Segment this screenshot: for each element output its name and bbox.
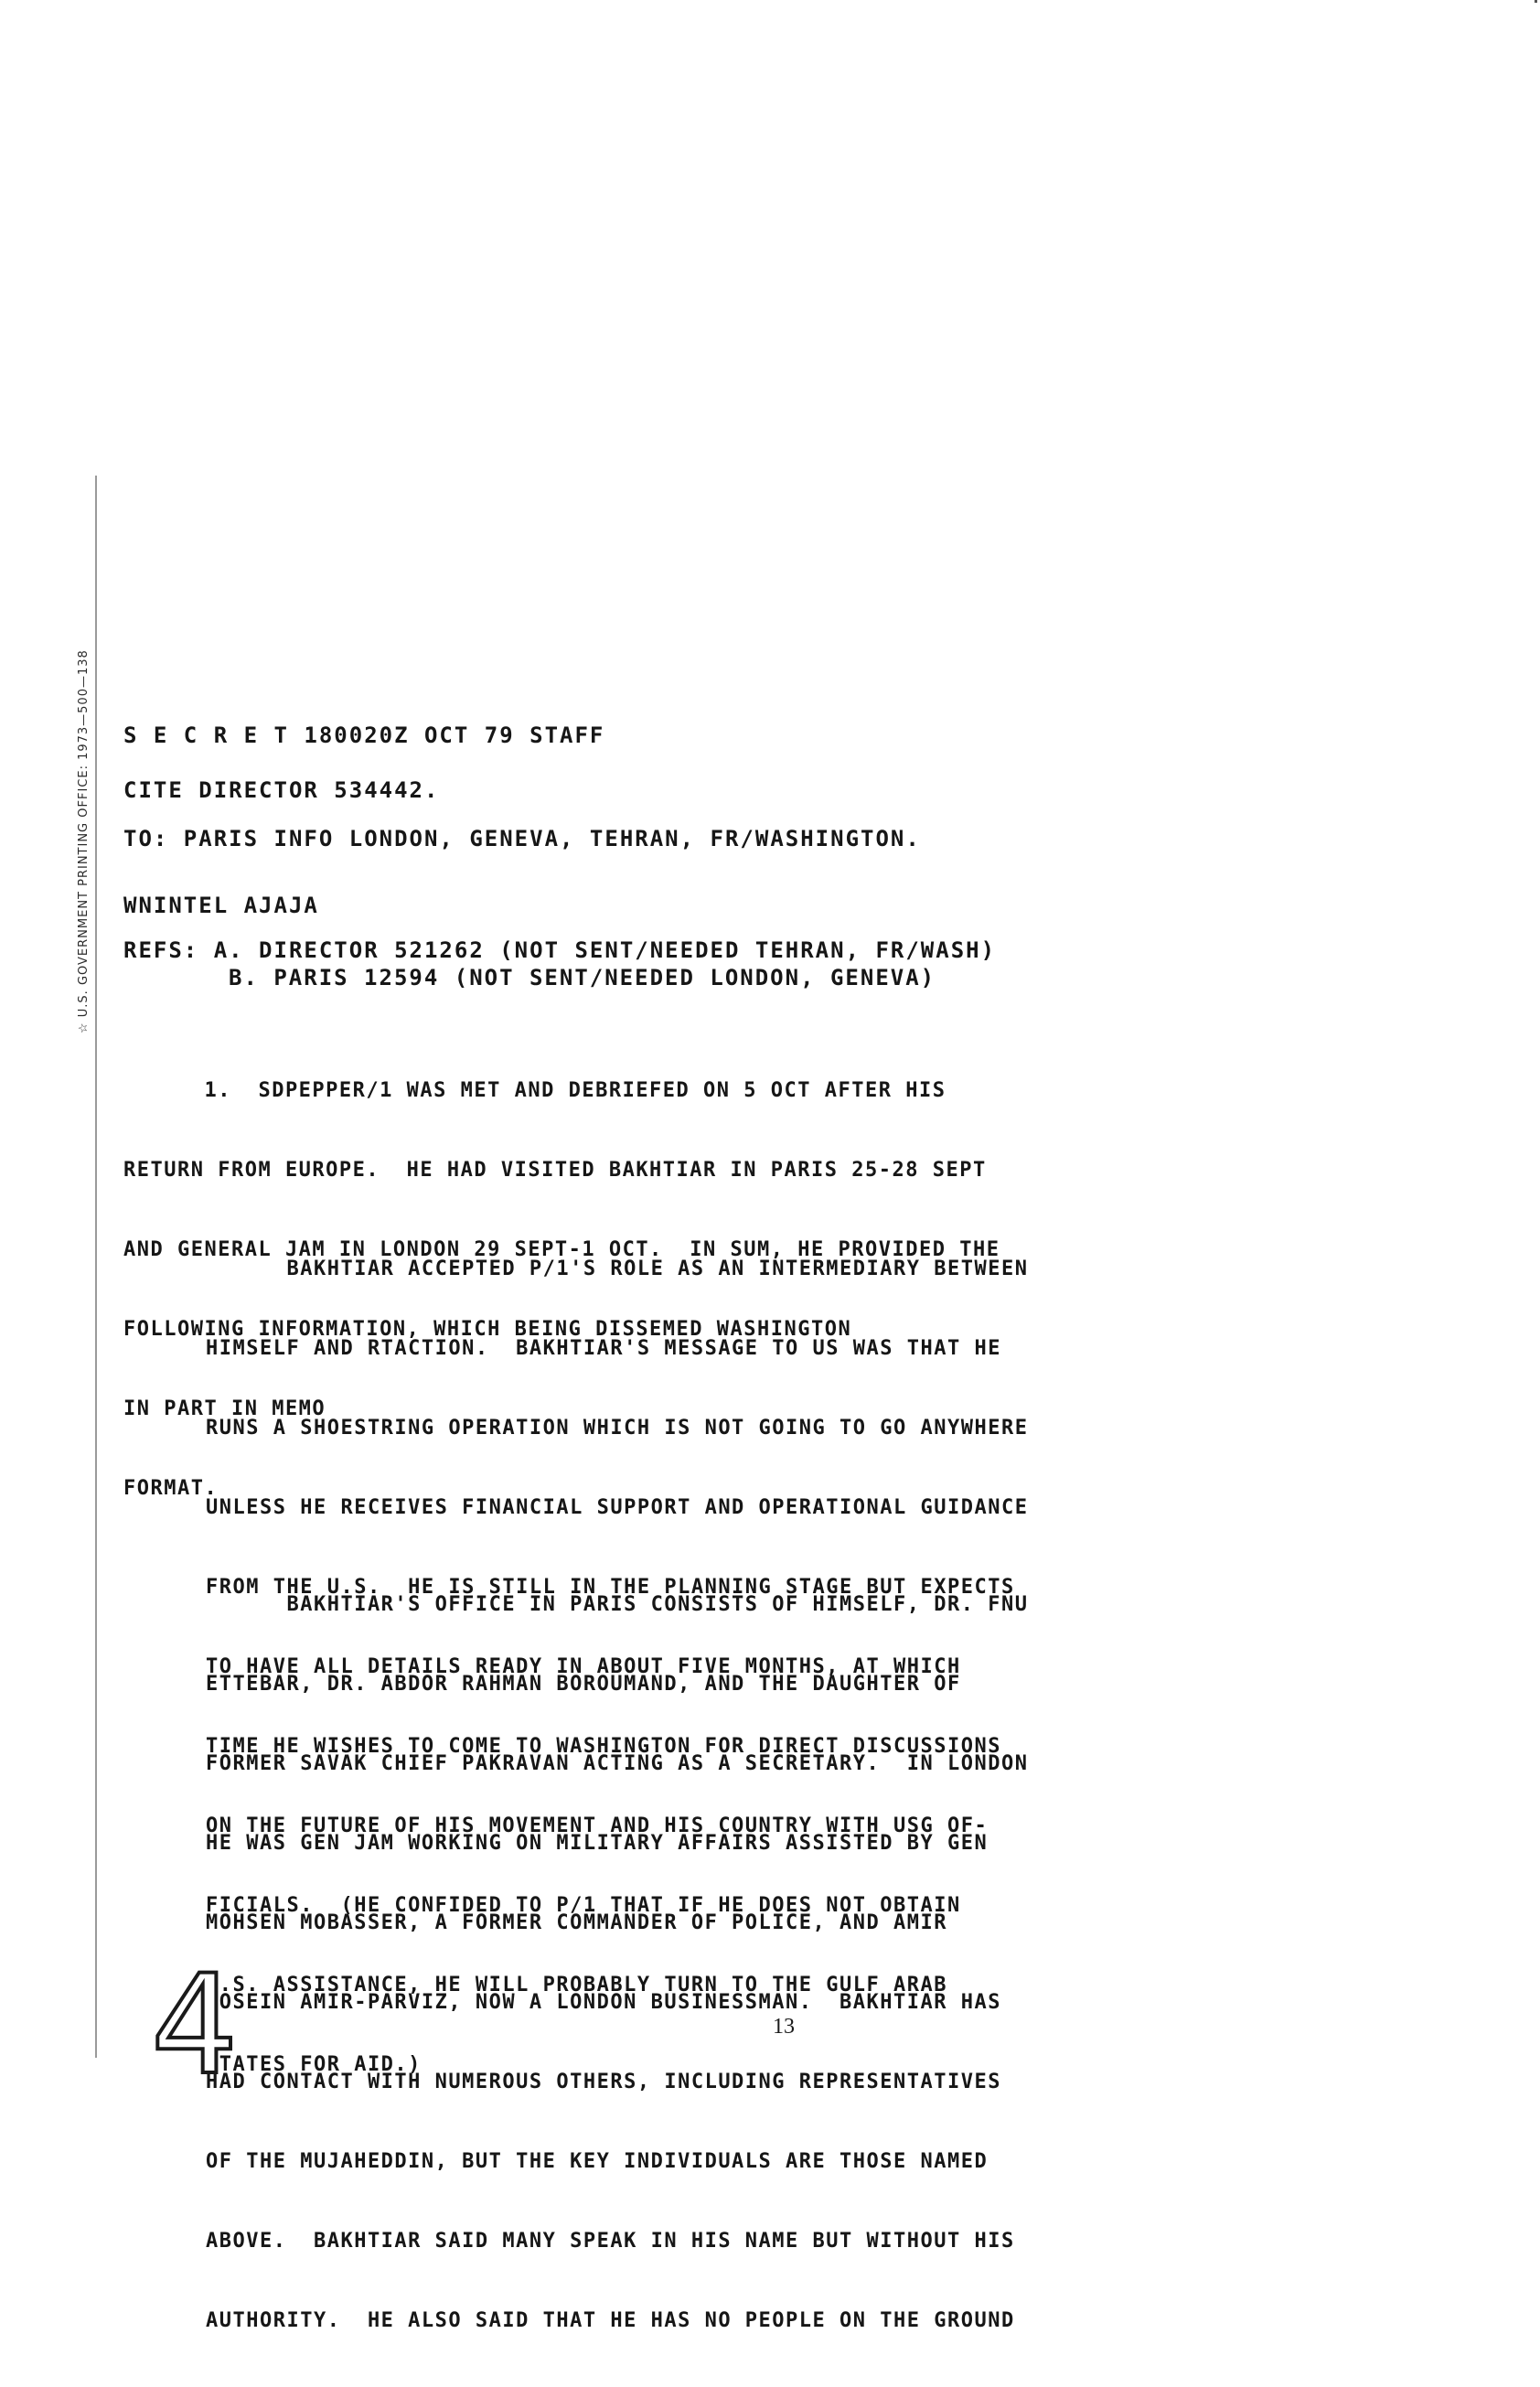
paragraph-line: ON THE FUTURE OF HIS MOVEMENT AND HIS COUNTRY WITH USG OF- bbox=[206, 1814, 989, 1837]
paragraph-line: BAKHTIAR ACCEPTED P/1'S ROLE AS AN INTERMEDIARY BETWEEN bbox=[206, 1258, 1029, 1280]
paragraph-line: FICIALS. (HE CONFIDED TO P/1 THAT IF HE DOES NOT OBTAIN bbox=[206, 1894, 961, 1917]
paragraph-line: AND GENERAL JAM IN LONDON 29 SEPT-1 OCT. IN SUM, HE PROVIDED THE bbox=[123, 1238, 1000, 1261]
paragraph-line: ABOVE. BAKHTIAR SAID MANY SPEAK IN HIS NAME BUT WITHOUT HIS bbox=[206, 2230, 1015, 2253]
paragraph-line: ETTEBAR, DR. ABDOR RAHMAN BOROUMAND, AND THE DAUGHTER OF bbox=[206, 1673, 961, 1696]
paragraph-line: FORMAT. bbox=[123, 1477, 219, 1500]
paragraph-line: FROM THE U.S. HE IS STILL IN THE PLANNING STAGE BUT EXPECTS bbox=[206, 1576, 1015, 1599]
page-number: 13 bbox=[773, 2015, 795, 2039]
paragraph-line: HIMSELF AND RTACTION. BAKHTIAR'S MESSAGE TO US WAS THAT HE bbox=[206, 1337, 1001, 1360]
classification-line: S E C R E T 180020Z OCT 79 STAFF bbox=[123, 723, 605, 748]
paragraph-line: OF THE MUJAHEDDIN, BUT THE KEY INDIVIDUALS ARE THOSE NAMED bbox=[206, 2150, 989, 2173]
section-number: 4 bbox=[151, 1946, 239, 2105]
paragraph-line: RUNS A SHOESTRING OPERATION WHICH IS NOT GOING TO GO ANYWHERE bbox=[206, 1417, 1029, 1440]
scan-speck bbox=[1535, 0, 1537, 3]
paragraph-line: TIME HE WISHES TO COME TO WASHINGTON FOR DIRECT DISCUSSIONS bbox=[206, 1735, 1001, 1758]
reference-b-line: B. PARIS 12594 (NOT SENT/NEEDED LONDON, GENEVA) bbox=[229, 965, 936, 990]
paragraph-line: AUTHORITY. HE ALSO SAID THAT HE HAS NO PEOPLE ON THE GROUND bbox=[206, 2309, 1015, 2332]
paragraph-line: U.S. ASSISTANCE, HE WILL PROBABLY TURN TO THE GULF ARAB bbox=[206, 1974, 947, 1996]
paragraph-line: UNLESS HE RECEIVES FINANCIAL SUPPORT AND OPERATIONAL GUIDANCE bbox=[206, 1496, 1029, 1519]
paragraph-line: BAKHTIAR'S OFFICE IN PARIS CONSISTS OF HIMSELF, DR. FNU bbox=[206, 1593, 1029, 1616]
margin-rule bbox=[95, 476, 97, 2058]
paragraph-line: HOSEIN AMIR-PARVIZ, NOW A LONDON BUSINESSMAN. BAKHTIAR HAS bbox=[206, 1991, 1001, 2014]
cite-line: CITE DIRECTOR 534442. bbox=[123, 777, 440, 803]
gpo-imprint: ☆ U.S. GOVERNMENT PRINTING OFFICE: 1973—500—138 bbox=[77, 649, 91, 1033]
paragraph-line: FORMER SAVAK CHIEF PAKRAVAN ACTING AS A SECRETARY. IN LONDON bbox=[206, 1752, 1029, 1775]
reference-a-line: REFS: A. DIRECTOR 521262 (NOT SENT/NEEDED TEHRAN, FR/WASH) bbox=[123, 937, 997, 963]
paragraph-line: RETURN FROM EUROPE. HE HAD VISITED BAKHTIAR IN PARIS 25-28 SEPT bbox=[123, 1159, 987, 1182]
paragraph-line: HAD CONTACT WITH NUMEROUS OTHERS, INCLUDING REPRESENTATIVES bbox=[206, 2071, 1001, 2093]
wnintel-line: WNINTEL AJAJA bbox=[123, 893, 319, 918]
paragraph-line: TO HAVE ALL DETAILS READY IN ABOUT FIVE MONTHS, AT WHICH bbox=[206, 1655, 961, 1678]
paragraph-3 bbox=[206, 1538, 1028, 2387]
paragraph-line: STATES FOR AID.) bbox=[206, 2053, 422, 2076]
paragraph-line: MOHSEN MOBASSER, A FORMER COMMANDER OF POLICE, AND AMIR bbox=[206, 1911, 947, 1934]
paragraph-line: 1. SDPEPPER/1 WAS MET AND DEBRIEFED ON 5 OCT AFTER HIS bbox=[123, 1079, 946, 1102]
to-line: TO: PARIS INFO LONDON, GENEVA, TEHRAN, FR/WASHINGTON. bbox=[123, 826, 921, 851]
paragraph-line: IN PART IN MEMO bbox=[123, 1397, 326, 1420]
paragraph-line: HE WAS GEN JAM WORKING ON MILITARY AFFAIRS ASSISTED BY GEN bbox=[206, 1832, 989, 1855]
paragraph-line: FOLLOWING INFORMATION, WHICH BEING DISSEMED WASHINGTON bbox=[123, 1318, 852, 1341]
